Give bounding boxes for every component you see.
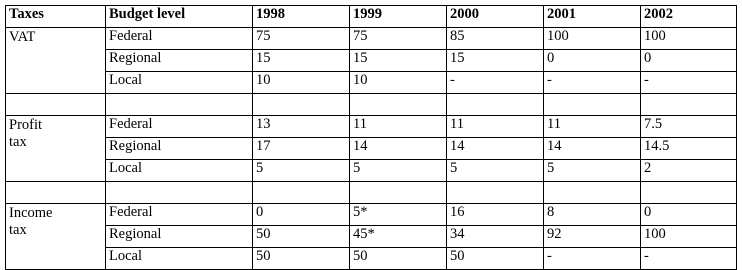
header-year-2000: 2000 bbox=[447, 6, 544, 28]
empty-cell bbox=[447, 94, 544, 116]
value-cell: 17 bbox=[253, 138, 350, 160]
table-row bbox=[6, 116, 737, 138]
value-cell: 85 bbox=[447, 28, 544, 50]
value-cell: 45* bbox=[350, 226, 447, 248]
budget-level-cell: Federal bbox=[106, 28, 253, 50]
empty-cell bbox=[641, 94, 737, 116]
value-cell: 5 bbox=[447, 160, 544, 182]
value-cell: 14 bbox=[447, 138, 544, 160]
value-cell: 8 bbox=[544, 204, 641, 226]
value-cell: 5 bbox=[253, 160, 350, 182]
table-row bbox=[6, 204, 737, 226]
value-cell: 100 bbox=[641, 28, 737, 50]
empty-cell bbox=[350, 182, 447, 204]
value-cell: 10 bbox=[253, 72, 350, 94]
value-cell: 75 bbox=[253, 28, 350, 50]
budget-level-cell: Regional bbox=[106, 50, 253, 72]
value-cell: 5 bbox=[544, 160, 641, 182]
tax-sharing-table bbox=[5, 5, 737, 270]
value-cell: 0 bbox=[253, 204, 350, 226]
value-cell: 75 bbox=[350, 28, 447, 50]
tax-name-line: VAT bbox=[9, 29, 36, 45]
value-cell: 50 bbox=[253, 248, 350, 270]
empty-cell bbox=[106, 182, 253, 204]
value-cell: 50 bbox=[350, 248, 447, 270]
value-cell: 16 bbox=[447, 204, 544, 226]
value-cell: 11 bbox=[447, 116, 544, 138]
header-year-1999: 1999 bbox=[350, 6, 447, 28]
tax-name-cell bbox=[6, 28, 106, 94]
value-cell: - bbox=[641, 72, 737, 94]
table-row bbox=[6, 72, 737, 94]
budget-level-cell: Local bbox=[106, 248, 253, 270]
value-cell: 7.5 bbox=[641, 116, 737, 138]
empty-cell bbox=[544, 182, 641, 204]
value-cell: - bbox=[544, 248, 641, 270]
value-cell: 0 bbox=[641, 204, 737, 226]
tax-name-line: tax bbox=[9, 222, 27, 238]
value-cell: 15 bbox=[253, 50, 350, 72]
empty-cell bbox=[350, 94, 447, 116]
empty-cell bbox=[253, 182, 350, 204]
value-cell: 13 bbox=[253, 116, 350, 138]
budget-level-cell: Federal bbox=[106, 204, 253, 226]
table-row bbox=[6, 138, 737, 160]
value-cell: 2 bbox=[641, 160, 737, 182]
value-cell: 11 bbox=[544, 116, 641, 138]
value-cell: 11 bbox=[350, 116, 447, 138]
header-row bbox=[6, 6, 737, 28]
value-cell: 15 bbox=[350, 50, 447, 72]
value-cell: 14 bbox=[544, 138, 641, 160]
value-cell: 34 bbox=[447, 226, 544, 248]
table-row bbox=[6, 226, 737, 248]
empty-cell bbox=[6, 182, 106, 204]
tax-name-line: Income bbox=[9, 205, 53, 221]
empty-cell bbox=[253, 94, 350, 116]
value-cell: - bbox=[641, 248, 737, 270]
budget-level-cell: Federal bbox=[106, 116, 253, 138]
table-row bbox=[6, 248, 737, 270]
budget-level-cell: Local bbox=[106, 72, 253, 94]
value-cell: 5* bbox=[350, 204, 447, 226]
value-cell: - bbox=[544, 72, 641, 94]
header-year-2002: 2002 bbox=[641, 6, 737, 28]
table-body bbox=[6, 28, 737, 270]
budget-level-cell: Local bbox=[106, 160, 253, 182]
value-cell: 5 bbox=[350, 160, 447, 182]
header-budget-level: Budget level bbox=[106, 6, 253, 28]
budget-level-cell: Regional bbox=[106, 226, 253, 248]
value-cell: 10 bbox=[350, 72, 447, 94]
header-taxes: Taxes bbox=[6, 6, 106, 28]
empty-cell bbox=[641, 182, 737, 204]
empty-cell bbox=[106, 94, 253, 116]
header-year-1998: 1998 bbox=[253, 6, 350, 28]
empty-cell bbox=[6, 94, 106, 116]
value-cell: 15 bbox=[447, 50, 544, 72]
value-cell: 100 bbox=[544, 28, 641, 50]
tax-name-cell bbox=[6, 116, 106, 182]
tax-name-line: Profit bbox=[9, 117, 43, 133]
table-row bbox=[6, 160, 737, 182]
table-row bbox=[6, 50, 737, 72]
empty-cell bbox=[447, 182, 544, 204]
value-cell: 0 bbox=[641, 50, 737, 72]
table-row bbox=[6, 28, 737, 50]
value-cell: 100 bbox=[641, 226, 737, 248]
value-cell: 92 bbox=[544, 226, 641, 248]
value-cell: 14 bbox=[350, 138, 447, 160]
spacer-row bbox=[6, 182, 737, 204]
value-cell: 50 bbox=[253, 226, 350, 248]
header-year-2001: 2001 bbox=[544, 6, 641, 28]
value-cell: 14.5 bbox=[641, 138, 737, 160]
tax-name-line: tax bbox=[9, 134, 27, 150]
value-cell: - bbox=[447, 72, 544, 94]
empty-cell bbox=[544, 94, 641, 116]
budget-level-cell: Regional bbox=[106, 138, 253, 160]
value-cell: 0 bbox=[544, 50, 641, 72]
value-cell: 50 bbox=[447, 248, 544, 270]
spacer-row bbox=[6, 94, 737, 116]
